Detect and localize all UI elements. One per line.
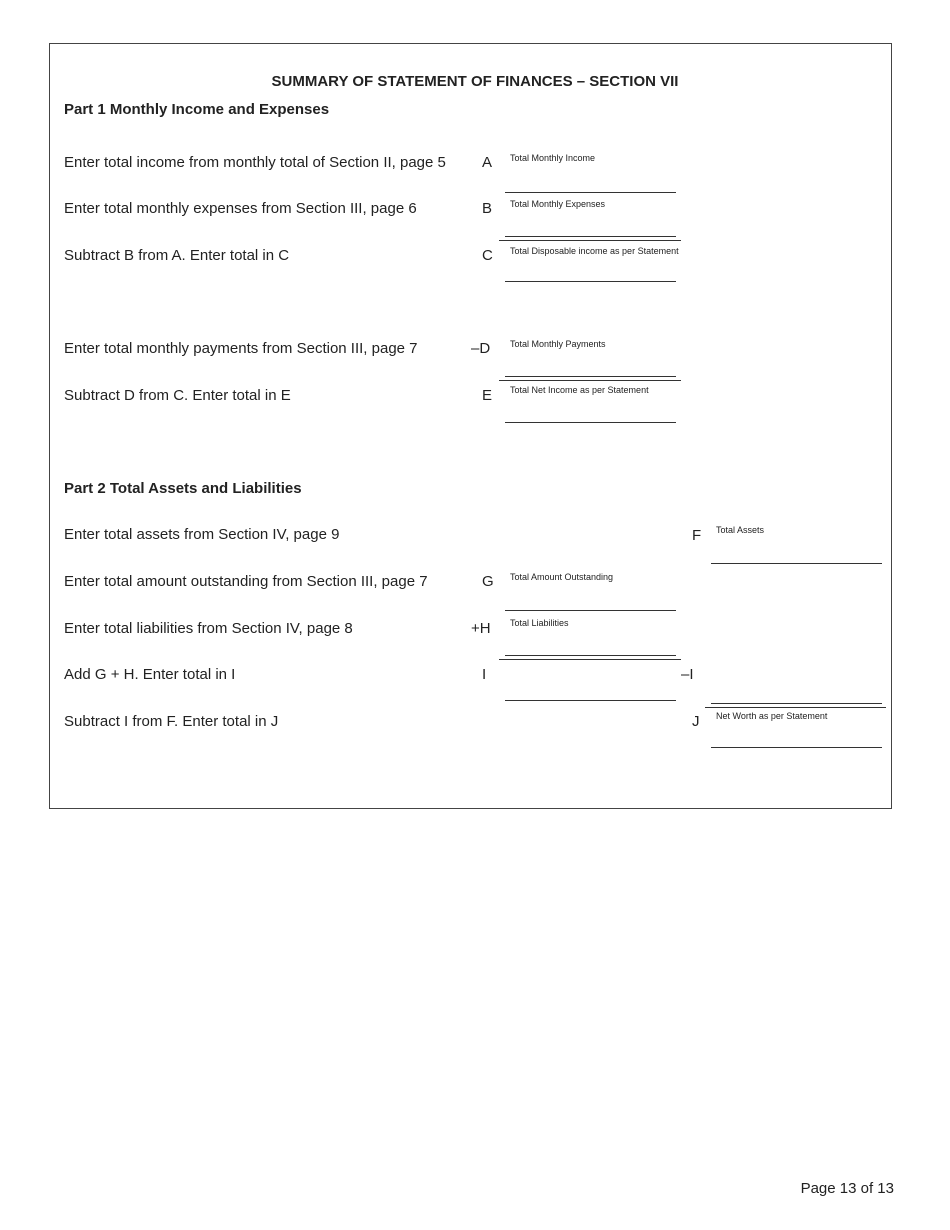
instruction-i: Add G + H. Enter total in I [64, 666, 236, 683]
letter-e: E [482, 387, 493, 404]
field-g-underline [505, 610, 676, 611]
field-a-total-monthly-income[interactable] [505, 150, 676, 192]
field-minus-i-underline [711, 703, 882, 704]
letter-i: I [482, 666, 487, 683]
letter-f: F [692, 527, 702, 544]
letter-a: A [482, 154, 493, 171]
field-i-total[interactable] [505, 662, 676, 700]
letter-g: G [482, 573, 494, 590]
instruction-b: Enter total monthly expenses from Section III, page 6 [64, 200, 417, 217]
total-rule-e [499, 380, 681, 381]
field-h-total-liabilities[interactable] [505, 615, 676, 655]
field-c-disposable-income[interactable] [505, 243, 676, 281]
letter-b: B [482, 200, 493, 217]
instruction-d: Enter total monthly payments from Section III, page 7 [64, 340, 418, 357]
letter-h: +H [471, 620, 491, 637]
instruction-j: Subtract I from F. Enter total in J [64, 713, 279, 730]
instruction-e: Subtract D from C. Enter total in E [64, 387, 291, 404]
field-j-net-worth[interactable] [711, 709, 882, 747]
total-rule-j [705, 707, 886, 708]
caption-total-net-income: Total Net Income as per Statement [510, 385, 649, 395]
total-rule-c [499, 240, 681, 241]
field-g-amount-outstanding[interactable] [505, 569, 676, 610]
letter-d: –D [471, 340, 491, 357]
caption-total-monthly-income: Total Monthly Income [510, 153, 596, 163]
caption-total-disposable-income: Total Disposable income as per Statement [510, 246, 679, 256]
caption-total-assets: Total Assets [716, 525, 765, 535]
field-minus-i[interactable] [711, 662, 882, 703]
instruction-a: Enter total income from monthly total of Section II, page 5 [64, 154, 446, 171]
part1-heading: Part 1 Monthly Income and Expenses [64, 101, 330, 118]
page-number: Page 13 of 13 [800, 1180, 894, 1197]
part2-heading: Part 2 Total Assets and Liabilities [64, 480, 302, 497]
total-rule-i [499, 659, 681, 660]
instruction-c: Subtract B from A. Enter total in C [64, 247, 290, 264]
field-f-total-assets[interactable] [711, 522, 882, 563]
field-j-underline [711, 747, 882, 748]
letter-minus-i: –I [681, 666, 694, 683]
instruction-f: Enter total assets from Section IV, page 9 [64, 526, 340, 543]
caption-total-liabilities: Total Liabilities [510, 618, 569, 628]
caption-total-monthly-expenses: Total Monthly Expenses [510, 199, 606, 209]
letter-c: C [482, 247, 493, 264]
field-h-underline [505, 655, 676, 656]
field-d-monthly-payments[interactable] [505, 336, 676, 376]
letter-j: J [692, 713, 700, 730]
field-b-total-monthly-expenses[interactable] [505, 196, 676, 236]
form-title: SUMMARY OF STATEMENT OF FINANCES – SECTION VII [271, 73, 679, 90]
instruction-g: Enter total amount outstanding from Section III, page 7 [64, 573, 428, 590]
field-i-underline [505, 700, 676, 701]
instruction-h: Enter total liabilities from Section IV, page 8 [64, 620, 353, 637]
field-b-underline [505, 236, 676, 237]
caption-total-monthly-payments: Total Monthly Payments [510, 339, 606, 349]
field-e-net-income[interactable] [505, 383, 676, 422]
field-c-underline [505, 281, 676, 282]
caption-net-worth: Net Worth as per Statement [716, 711, 828, 721]
field-e-underline [505, 422, 676, 423]
field-f-underline [711, 563, 882, 564]
field-d-underline [505, 376, 676, 377]
caption-total-amount-outstanding: Total Amount Outstanding [510, 572, 614, 582]
field-a-underline [505, 192, 676, 193]
